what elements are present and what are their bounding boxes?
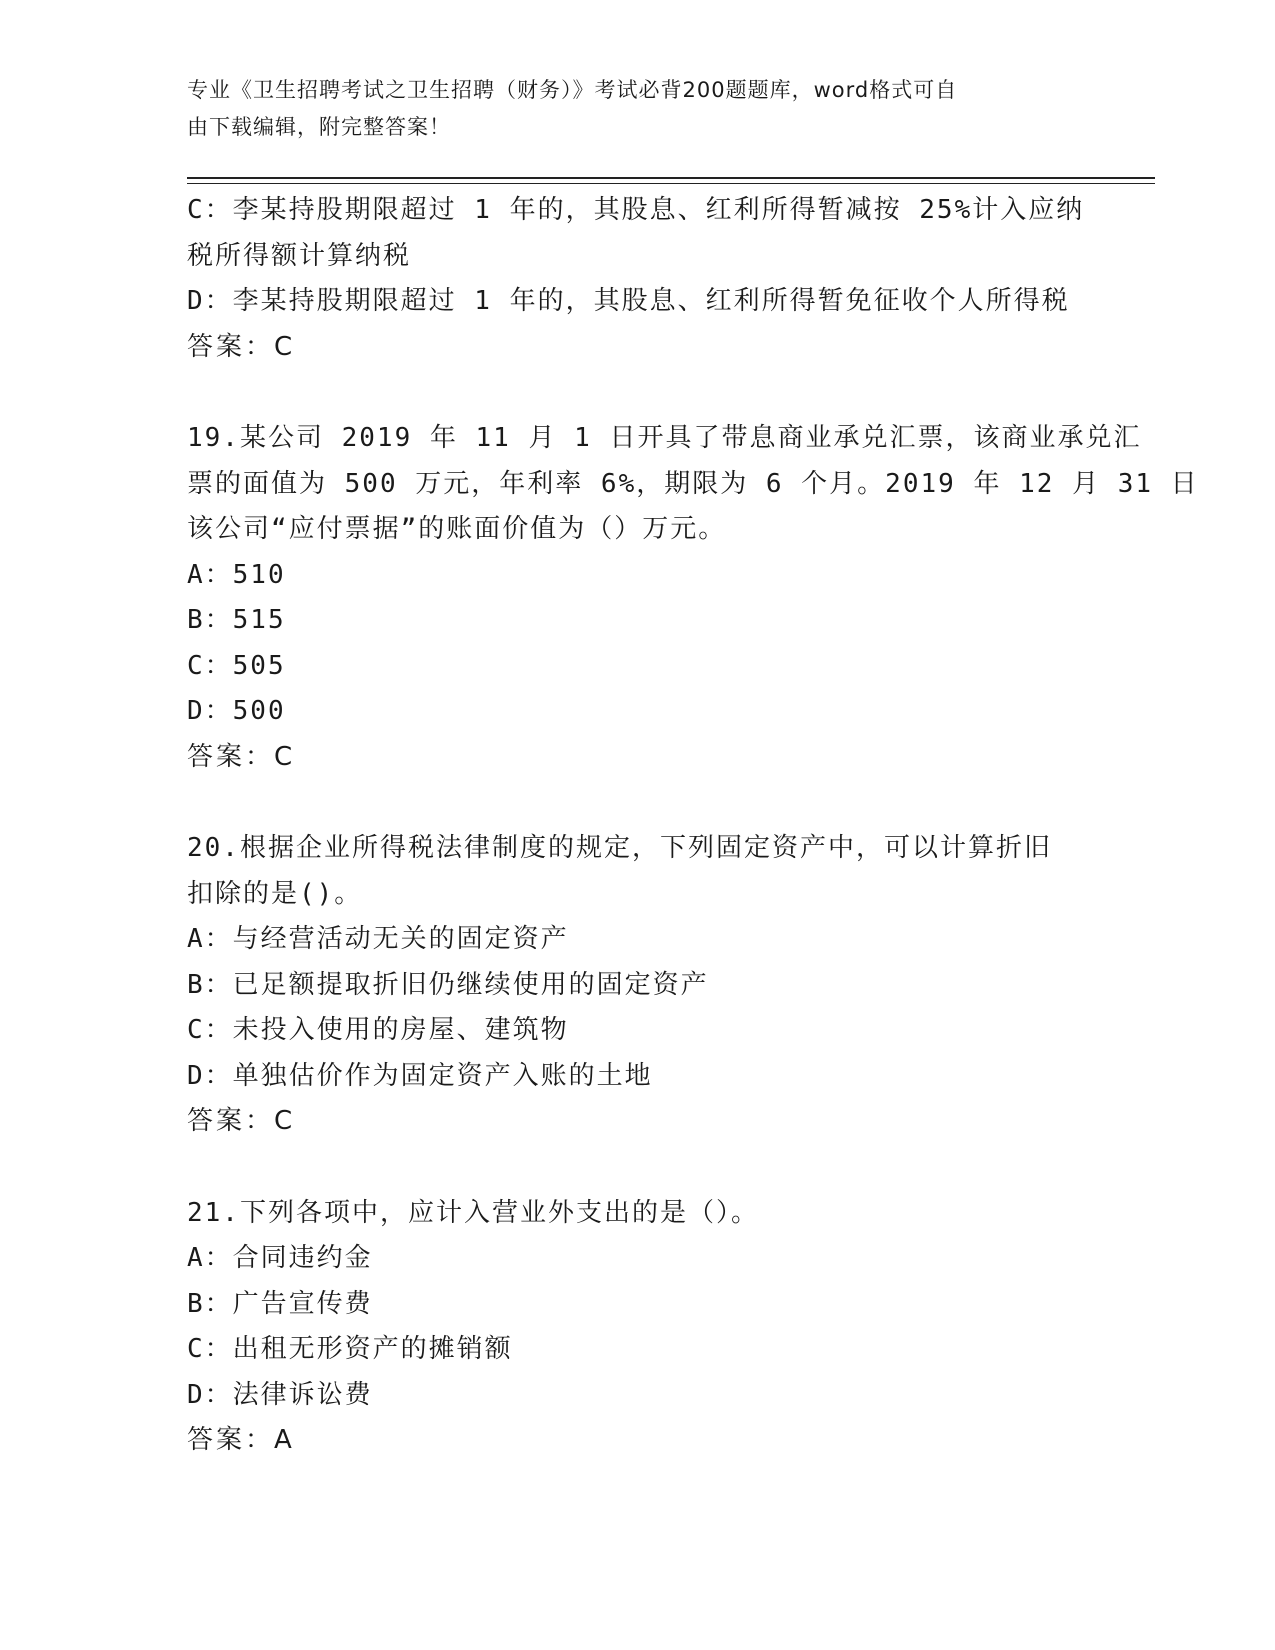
document-header	[187, 72, 1067, 146]
option-b: B：515	[187, 605, 286, 635]
option-a: A：与经营活动无关的固定资产	[187, 924, 569, 954]
option-d: D：李某持股期限超过 1 年的，其股息、红利所得暂免征收个人所得税	[187, 286, 1070, 316]
question-text-line-2: 扣除的是()。	[187, 878, 363, 909]
question-block-20	[187, 826, 1087, 1145]
option-a: A：合同违约金	[187, 1243, 373, 1273]
question-block-19	[187, 416, 1199, 780]
question-body	[187, 188, 1199, 1510]
option-b: B：广告宣传费	[187, 1288, 373, 1319]
question-text-line-3: 该公司“应付票据”的账面价值为（）万元。	[187, 514, 727, 544]
question-block-18	[187, 188, 1087, 370]
option-b: B：已足额提取折旧仍继续使用的固定资产	[187, 969, 709, 1000]
header-divider-thin	[187, 183, 1155, 184]
option-d: D：500	[187, 696, 286, 726]
header-divider-thick	[187, 177, 1155, 179]
option-a: A：510	[187, 559, 286, 590]
answer-label: 答案：A	[187, 1425, 295, 1455]
option-d: D：单独估价作为固定资产入账的土地	[187, 1060, 653, 1091]
header-line-2: 由下载编辑，附完整答案！	[187, 115, 451, 139]
option-c: C：505	[187, 650, 286, 681]
question-block-21	[187, 1191, 1087, 1464]
question-text-line-1: 20.根据企业所得税法律制度的规定，下列固定资产中，可以计算折旧	[187, 833, 1052, 863]
header-line-1: 专业《卫生招聘考试之卫生招聘（财务）》考试必背200题题库，word格式可自	[187, 78, 958, 102]
option-d: D：法律诉讼费	[187, 1379, 373, 1410]
option-c-line-2: 税所得额计算纳税	[187, 240, 412, 271]
answer-label: 答案：C	[187, 741, 296, 772]
option-c-line-1: C：李某持股期限超过 1 年的，其股息、红利所得暂减按 25%计入应纳	[187, 195, 1085, 225]
question-text-line-1: 21.下列各项中，应计入营业外支出的是（）。	[187, 1197, 759, 1228]
question-text-line-2: 票的面值为 500 万元，年利率 6%，期限为 6 个月。2019 年 12 月 31 日	[187, 468, 1199, 499]
answer-label: 答案：C	[187, 1106, 296, 1136]
answer-label: 答案：C	[187, 331, 296, 362]
option-c: C：未投入使用的房屋、建筑物	[187, 1015, 569, 1045]
option-c: C：出租无形资产的摊销额	[187, 1334, 513, 1364]
question-text-line-1: 19.某公司 2019 年 11 月 1 日开具了带息商业承兑汇票，该商业承兑汇	[187, 423, 1142, 453]
